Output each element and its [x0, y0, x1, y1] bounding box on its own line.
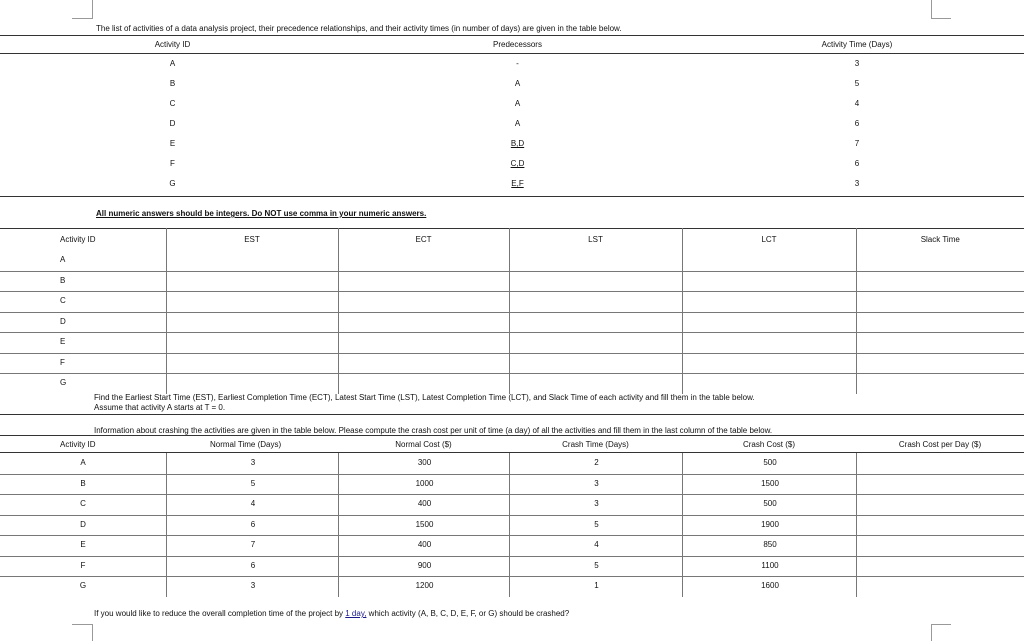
- table-row: [0, 474, 1024, 496]
- col-header-crash-time: Crash Time (Days): [562, 439, 629, 449]
- crop-mark-bottom-right: [931, 624, 951, 625]
- answer-cell[interactable]: [338, 271, 510, 292]
- cell-value: 1100: [682, 556, 857, 577]
- cell-time: 3: [854, 179, 860, 188]
- answer-cell[interactable]: [338, 332, 510, 353]
- cell-predecessors: A: [514, 99, 521, 108]
- table-row: [0, 134, 1024, 154]
- table-row: [0, 373, 1024, 394]
- crop-mark-bottom-right-v: [931, 624, 932, 641]
- answer-cell[interactable]: [509, 250, 683, 271]
- cell-predecessors: E,F: [511, 179, 524, 188]
- col-header-activity-time: Activity Time (Days): [821, 40, 893, 49]
- cell-value: 3: [166, 453, 339, 474]
- crash-cost-per-day-answer-cell[interactable]: [856, 556, 1024, 577]
- table-row: [0, 271, 1024, 293]
- table-row: [0, 74, 1024, 94]
- crash-cost-per-day-answer-cell[interactable]: [856, 515, 1024, 536]
- col-header-activity-id: Activity ID: [154, 40, 191, 49]
- table-row: [0, 332, 1024, 354]
- col-header-lst: LST: [509, 229, 682, 251]
- answer-cell[interactable]: [338, 312, 510, 333]
- instructions-line-1: Find the Earliest Start Time (EST), Earliest Completion Time (ECT), Latest Start Time (LST), Latest Completion Time (LCT), and Slack Time of each activity and fill them in the table below.: [94, 393, 755, 402]
- table-row: [0, 494, 1024, 516]
- table-row: [0, 515, 1024, 537]
- cell-activity-id: D: [60, 316, 66, 326]
- cell-activity: F: [170, 159, 175, 168]
- answer-cell[interactable]: [509, 353, 683, 374]
- cell-value: 6: [166, 556, 339, 577]
- cell-value: 1000: [338, 474, 510, 495]
- cell-value: 6: [166, 515, 339, 536]
- cell-activity: B: [169, 79, 176, 88]
- cell-activity-id: G: [79, 581, 87, 590]
- table-row: [0, 250, 1024, 272]
- cell-activity-id: A: [60, 255, 66, 264]
- col-header-est: EST: [166, 229, 338, 251]
- crash-table: [0, 435, 1024, 453]
- crash-rows: [0, 453, 1024, 597]
- cell-time: 4: [854, 99, 860, 108]
- answer-cell[interactable]: [338, 250, 510, 271]
- cell-value: 4: [509, 535, 683, 556]
- cell-value: 500: [682, 453, 857, 474]
- cell-time: 6: [854, 119, 860, 128]
- cell-value: 5: [509, 556, 683, 577]
- table-header-row: [0, 436, 1024, 453]
- crop-mark-bottom-left-v: [92, 624, 93, 641]
- cell-predecessors: A: [514, 119, 521, 128]
- answer-cell[interactable]: [682, 312, 857, 333]
- cell-time: 5: [854, 79, 860, 88]
- answer-cell[interactable]: [509, 271, 683, 292]
- cell-activity-id: E: [80, 540, 86, 549]
- answer-cell[interactable]: [166, 291, 339, 312]
- crash-cost-per-day-answer-cell[interactable]: [856, 576, 1024, 597]
- answer-cell[interactable]: [856, 373, 1024, 394]
- cell-activity-id: E: [60, 337, 66, 346]
- cell-activity-id: D: [80, 519, 86, 529]
- col-header-normal-time: Normal Time (Days): [210, 439, 282, 449]
- schedule-answer-table: [0, 228, 1024, 251]
- divider: [0, 196, 1024, 197]
- cell-value: 3: [509, 494, 683, 515]
- cell-value: 1500: [338, 515, 510, 536]
- col-header-crash-cost-per-day: Crash Cost per Day ($): [898, 439, 982, 449]
- cell-value: 900: [338, 556, 510, 577]
- cell-value: 1: [509, 576, 683, 597]
- answer-cell[interactable]: [509, 332, 683, 353]
- crop-mark-bottom-left: [72, 624, 92, 625]
- cell-value: 5: [509, 515, 683, 536]
- answer-cell[interactable]: [682, 353, 857, 374]
- crash-cost-per-day-answer-cell[interactable]: [856, 474, 1024, 495]
- crash-cost-per-day-answer-cell[interactable]: [856, 453, 1024, 474]
- col-header-activity-id: Activity ID: [0, 229, 166, 251]
- table-row: [0, 576, 1024, 597]
- cell-value: 400: [338, 535, 510, 556]
- table-header-row: [0, 229, 1024, 251]
- answer-cell[interactable]: [682, 271, 857, 292]
- col-header-slack: Slack Time: [920, 235, 960, 245]
- crash-cost-per-day-answer-cell[interactable]: [856, 494, 1024, 515]
- table-row: [0, 54, 1024, 74]
- cell-time: 7: [854, 139, 860, 148]
- answer-cell[interactable]: [509, 291, 683, 312]
- table-row: [0, 291, 1024, 313]
- table-row: [0, 154, 1024, 174]
- crop-mark-top-left: [72, 18, 92, 19]
- cell-activity-id: C: [80, 499, 86, 508]
- cell-activity-id: F: [60, 357, 65, 367]
- divider: [0, 414, 1024, 415]
- answer-cell[interactable]: [856, 271, 1024, 292]
- answer-cell[interactable]: [338, 353, 510, 374]
- cell-activity-id: A: [80, 458, 86, 467]
- table-header-row: [0, 36, 1024, 54]
- cell-value: 2: [509, 453, 683, 474]
- cell-activity: D: [169, 119, 176, 128]
- table-row: [0, 556, 1024, 578]
- integer-note: All numeric answers should be integers. Do NOT use comma in your numeric answers.: [96, 209, 427, 218]
- col-header-lct: LCT: [682, 229, 856, 251]
- answer-cell[interactable]: [338, 291, 510, 312]
- crop-mark-top-right: [931, 18, 951, 19]
- cell-value: 500: [682, 494, 857, 515]
- cell-time: 3: [854, 59, 860, 69]
- col-header-crash-cost: Crash Cost ($): [742, 439, 795, 449]
- answer-cell[interactable]: [682, 373, 857, 394]
- answer-cell[interactable]: [166, 312, 339, 333]
- question-text: [94, 609, 569, 618]
- table-row: [0, 453, 1024, 475]
- col-header-predecessors: Predecessors: [493, 40, 542, 49]
- crop-mark-top-left-v: [92, 0, 93, 19]
- intro-text: The list of activities of a data analysis project, their precedence relationships, and their activity times (in number of days) are given in the table below.: [96, 24, 622, 33]
- cell-value: 3: [509, 474, 683, 495]
- cell-activity-id: C: [60, 296, 66, 305]
- cell-activity-id: B: [60, 275, 66, 285]
- cell-activity-id: B: [80, 478, 86, 488]
- cell-activity: G: [169, 179, 176, 188]
- answer-cell[interactable]: [856, 250, 1024, 271]
- question-link[interactable]: 1 day,: [345, 609, 367, 618]
- cell-activity: E: [169, 139, 176, 148]
- cell-value: 7: [166, 535, 339, 556]
- cell-value: 1200: [338, 576, 510, 597]
- col-header-activity-id: Activity ID: [60, 439, 96, 449]
- answer-cell[interactable]: [856, 353, 1024, 374]
- answer-cell[interactable]: [682, 291, 857, 312]
- table-row: [0, 535, 1024, 557]
- crop-mark-top-right-v: [931, 0, 932, 19]
- cell-activity-id: G: [60, 378, 67, 387]
- answer-cell[interactable]: [166, 332, 339, 353]
- crash-cost-per-day-answer-cell[interactable]: [856, 535, 1024, 556]
- answer-cell[interactable]: [509, 373, 683, 394]
- cell-predecessors: -: [516, 59, 519, 69]
- cell-value: 850: [682, 535, 857, 556]
- instructions-line-2: Assume that activity A starts at T = 0.: [94, 403, 226, 412]
- cell-activity: A: [169, 59, 176, 69]
- col-header-ect: ECT: [338, 229, 509, 251]
- cell-predecessors: B,D: [510, 139, 525, 148]
- cell-value: 1900: [682, 515, 857, 536]
- cell-predecessors: A: [514, 79, 521, 88]
- cell-activity: C: [169, 99, 176, 108]
- cell-time: 6: [854, 159, 860, 168]
- cell-value: 4: [166, 494, 339, 515]
- answer-cell[interactable]: [856, 291, 1024, 312]
- cell-value: 300: [338, 453, 510, 474]
- cell-value: 400: [338, 494, 510, 515]
- answer-cell[interactable]: [166, 373, 339, 394]
- answer-cell[interactable]: [682, 332, 857, 353]
- crash-intro-text: Information about crashing the activities are given in the table below. Please compute the crash cost per unit of time (a day) of all the activities and fill them in the last column of the table below.: [94, 426, 773, 435]
- cell-predecessors: C,D: [510, 159, 525, 168]
- table-row: [0, 174, 1024, 194]
- table-row: [0, 114, 1024, 134]
- answer-cell[interactable]: [509, 312, 683, 333]
- question-part-2: which activity (A, B, C, D, E, F, or G) should be crashed?: [366, 609, 570, 618]
- answer-cell[interactable]: [856, 312, 1024, 333]
- cell-value: 5: [166, 474, 339, 495]
- table-row: [0, 353, 1024, 375]
- answer-cell[interactable]: [166, 353, 339, 374]
- schedule-answer-rows: [0, 250, 1024, 388]
- table-row: [0, 312, 1024, 334]
- answer-cell[interactable]: [682, 250, 857, 271]
- table-row: [0, 94, 1024, 114]
- cell-value: 1600: [682, 576, 857, 597]
- answer-cell[interactable]: [338, 373, 510, 394]
- cell-activity-id: F: [80, 560, 86, 570]
- activities-table: [0, 35, 1024, 194]
- question-part-1: If you would like to reduce the overall completion time of the project by: [94, 609, 346, 618]
- answer-cell[interactable]: [166, 250, 339, 271]
- cell-value: 1500: [682, 474, 857, 495]
- cell-value: 3: [166, 576, 339, 597]
- answer-cell[interactable]: [166, 271, 339, 292]
- answer-cell[interactable]: [856, 332, 1024, 353]
- col-header-normal-cost: Normal Cost ($): [395, 439, 452, 449]
